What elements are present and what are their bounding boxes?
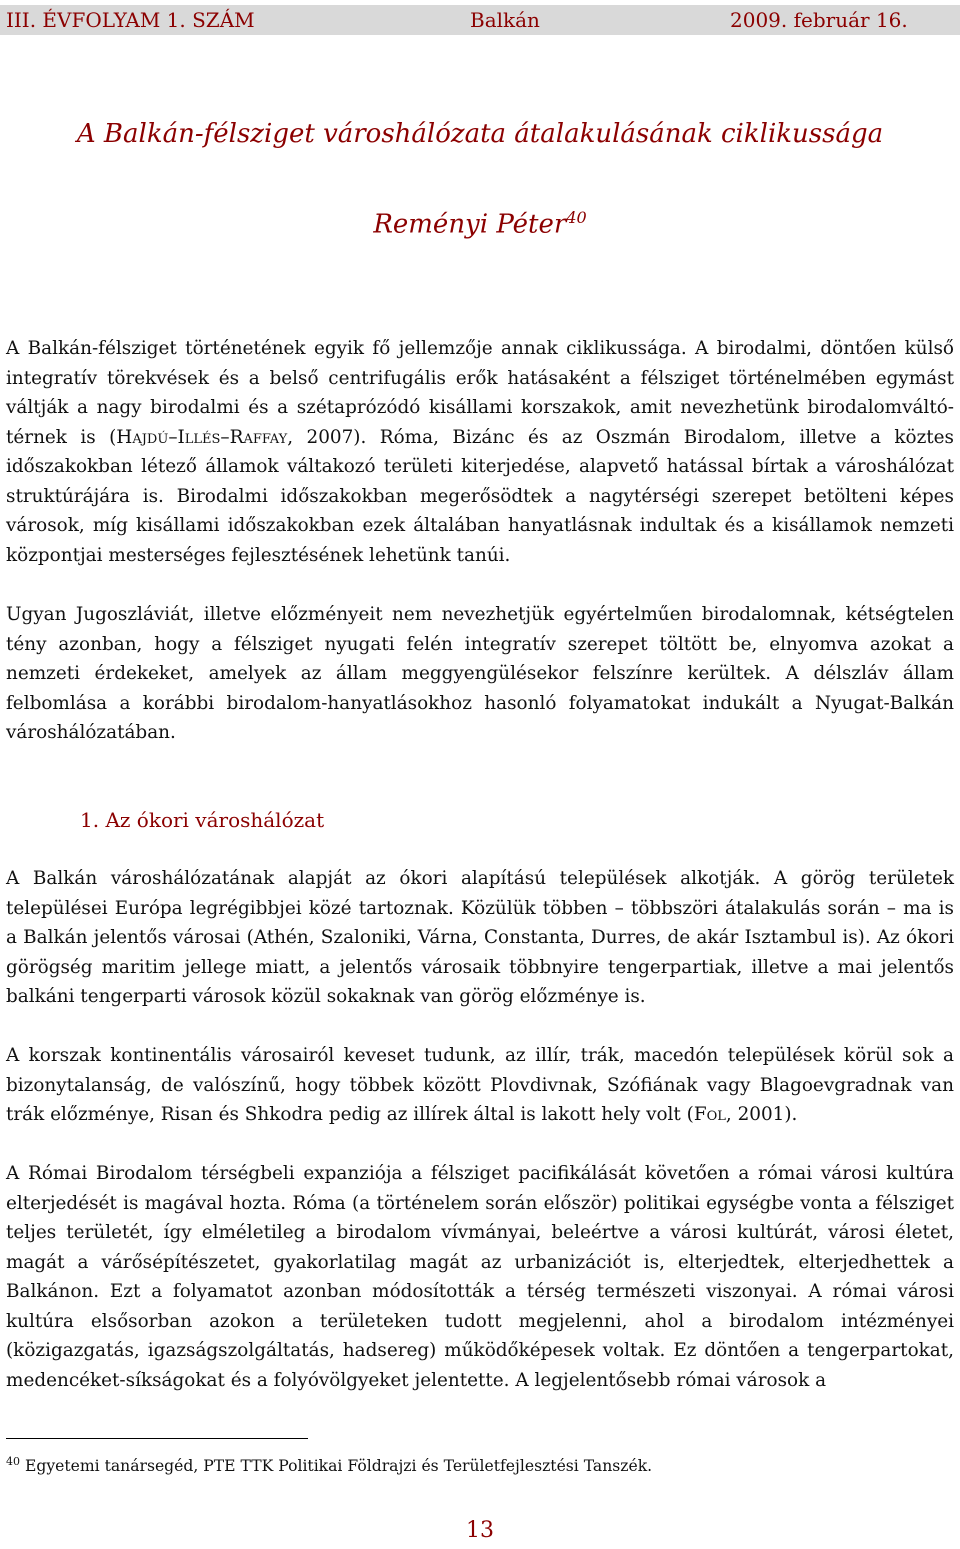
section-paragraph-3: A Római Birodalom térségbeli expanziója a félsziget pacifikálását követően a római városi kultúra elterjedését is magával hozta. Róma (a történelem során először) politikai egységbe vonta a félsziget teljes területét, így elméletileg a birodalom vívmányai, beleértve a városi kultúrát, városi életet, magát a várősépítészetet, gyakorlatilag magát az urbanizációt is, elterjedtek, elterjedhettek a Balkánon. Ezt a folyamatot azonban módosították a térség természeti viszonyai. A római városi kultúra elsősorban azokon a területeken tudott megjelenni, ahol a birodalom intézményei (közigazgatás, igazságszolgáltatás, hadsereg) működőképesek voltak. Ez döntően a tengerpartokat, medencéket-síkságokat és a folyóvölgyeket jelentette. A legjelentősebb római városok a: [6, 1163, 954, 1391]
header-journal: Balkán: [470, 8, 540, 32]
section-p2-text-cont: , 2001).: [725, 1104, 798, 1125]
intro-paragraph-1: [6, 334, 954, 570]
header-volume: III. ÉVFOLYAM 1. SZÁM: [6, 8, 255, 32]
section-p2-text: A korszak kontinentális városairól keveset tudunk, az illír, trák, macedón települések körül sok a bizonytalanság, de valószínű, hogy többek között Plovdivnak, Szófiának vagy Blagoevgradnak van trák előzménye, Risan és Shkodra pedig az illírek által is lakott hely volt (: [6, 1045, 954, 1125]
page-number: 13: [466, 1518, 494, 1543]
section-paragraph-2: [6, 1041, 954, 1130]
intro-paragraph-2: Ugyan Jugoszláviát, illetve előzményeit nem nevezhetjük egyértelműen birodalomnak, kétségtelen tény azonban, hogy a félsziget nyugati felén integratív szerepet töltött be, elnyomva azokat a nemzeti érdekeket, amelyek az állam meggyengülésekor felszínre kerültek. A délszláv állam felbomlása a korábbi birodalom-hanyatlásokhoz hasonló folyamatokat indukált a Nyugat-Balkán városhálózatában.: [6, 604, 954, 743]
citation-fol: Fol: [693, 1104, 726, 1125]
intro-p1-text: A Balkán-félsziget történetének egyik fő jellemzője annak ciklikussága. A birodalmi, döntően külső integratív törekvések és a belső centrifugális erők hatásaként a félsziget történelmében egymást váltják a nagy birodalmi és a szétaprózódó kisállami korszakok, amit nevezhetünk birodalomváltó-térnek is (: [6, 338, 954, 448]
footnote: [6, 1451, 954, 1477]
article-title: A Balkán-félsziget városhálózata átalakulásának ciklikussága: [76, 119, 884, 149]
intro-p1-text-cont: , 2007). Róma, Bizánc és az Oszmán Birodalom, illetve a köztes időszakokban létező államok váltakozó területi kiterjedése, alapvető hatással bírtak a városhálózat struktúrájára is. Birodalmi időszakokban megerősödtek a nagytérségi szerepet betölteni képes városok, míg kisállami időszakokban ezek általában hanyatlásnak indultak és a kisállamok nemzeti központjai mesterséges fejlesztésének lehetünk tanúi.: [6, 426, 954, 566]
footnote-divider: [6, 1438, 308, 1439]
article-author-line: [0, 202, 960, 241]
footnote-text: Egyetemi tanársegéd, PTE TTK Politikai Földrajzi és Területfejlesztési Tanszék.: [20, 1457, 653, 1476]
header-date: 2009. február 16.: [730, 8, 908, 32]
running-header: [0, 5, 960, 35]
author-footnote-mark: 40: [566, 208, 587, 227]
section-paragraph-1: A Balkán városhálózatának alapját az ókori alapítású települések alkotják. A görög területek települései Európa legrégibbjei közé tartoznak. Közülük többen – többszöri átalakulás során – ma is a Balkán jelentős városai (Athén, Szaloniki, Várna, Constanta, Durres, de akár Isztambul is). Az ókori görögség maritim jellege miatt, a jelentős városaik többnyire tengerpartiak, illetve a mai jelentős balkáni tengerparti városok közül sokaknak van görög előzménye is.: [6, 868, 954, 1007]
section-heading: 1. Az ókori városhálózat: [80, 808, 325, 832]
citation-hajdu: Hajdú–Illés–Raffay: [116, 426, 288, 448]
article-author: Reményi Péter: [373, 209, 567, 240]
footnote-mark: 40: [6, 1455, 20, 1468]
